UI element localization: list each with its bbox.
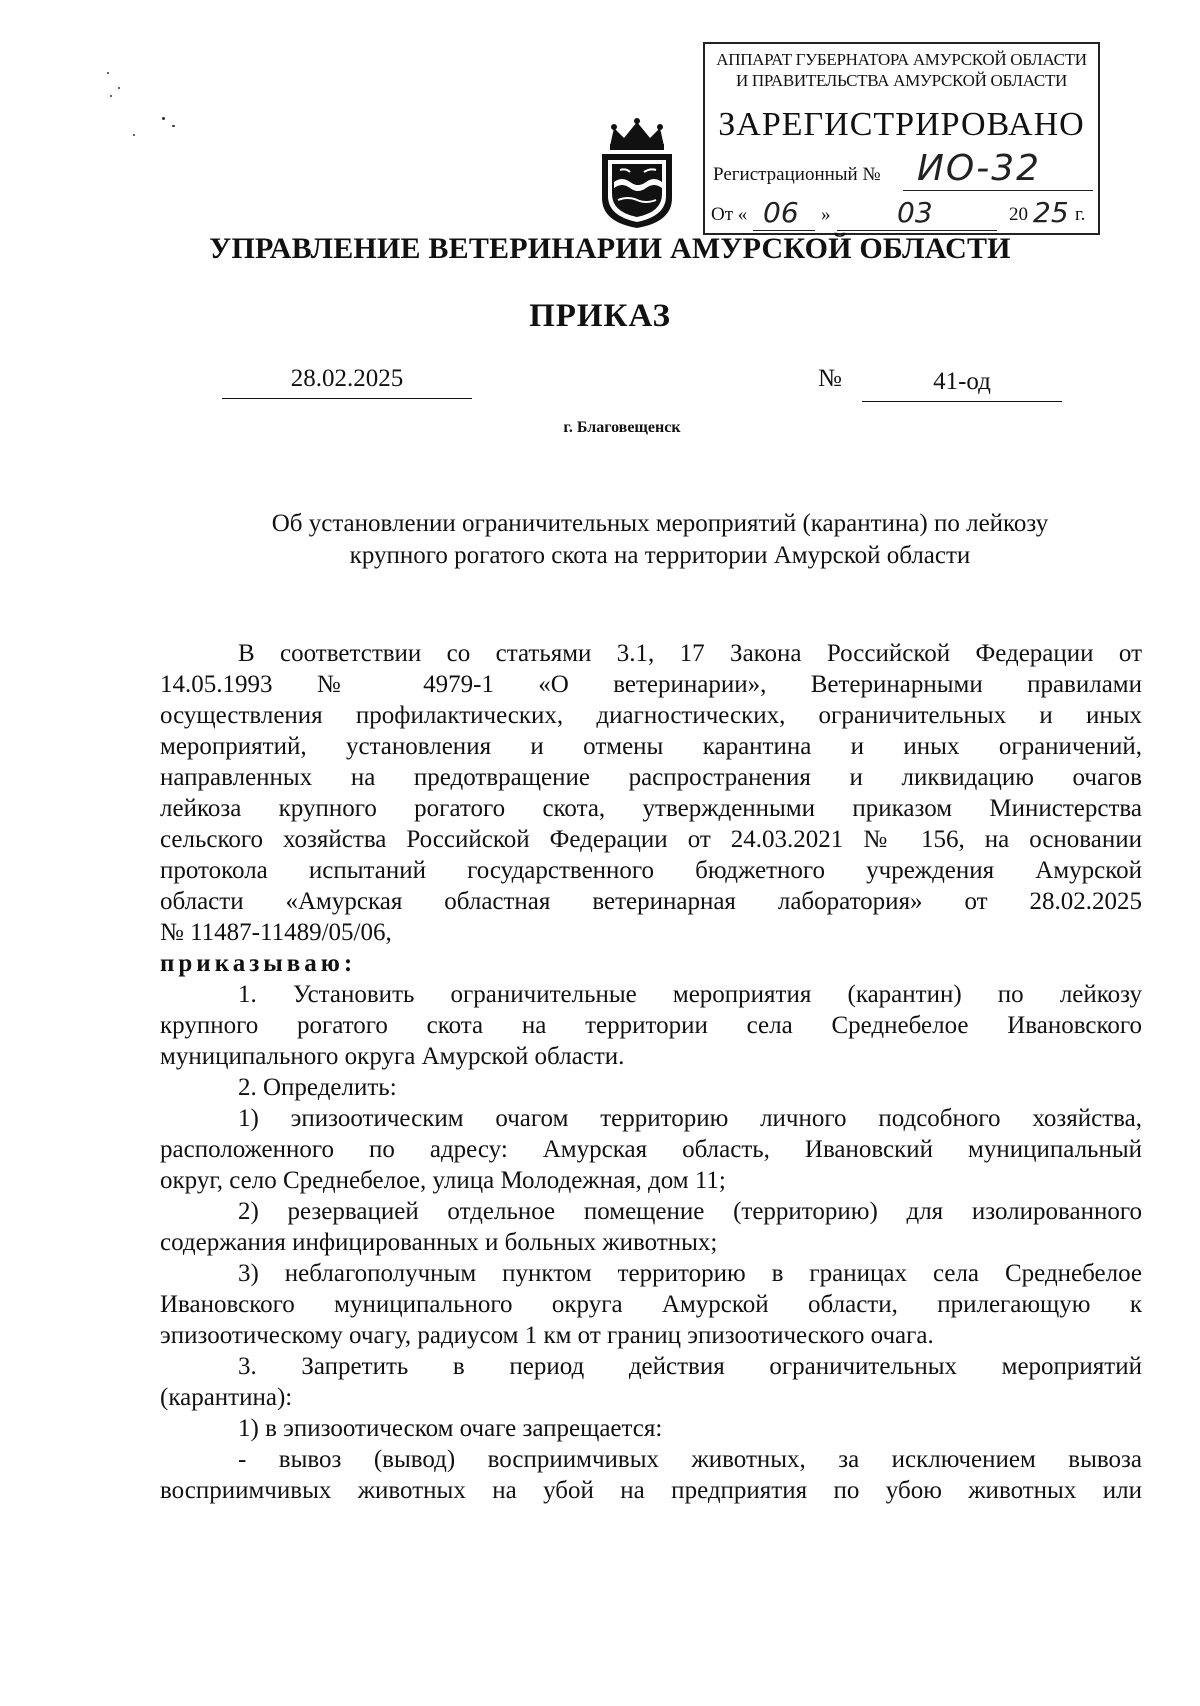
coat-of-arms-icon [596, 118, 678, 230]
body-line: В соответствии со статьями 3.1, 17 Закона Российской Федерации от [238, 640, 1142, 667]
order-subject-line: крупного рогатого скота на территории Амурской области [349, 542, 971, 569]
stamp-month: 03 [897, 196, 933, 229]
body-line: лейкоза крупного рогатого скота, утвержденными приказом Министерства [160, 795, 1142, 822]
order-subject [200, 508, 1120, 572]
stamp-reg-number: ИО-32 [917, 148, 1042, 189]
organization-name: УПРАВЛЕНИЕ ВЕТЕРИНАРИИ АМУРСКОЙ ОБЛАСТИ [209, 232, 1011, 265]
stamp-authority-line2: И ПРАВИТЕЛЬСТВА АМУРСКОЙ ОБЛАСТИ [735, 71, 1068, 90]
order-date-underline [222, 398, 472, 399]
body-line: Ивановского муниципального округа Амурской области, прилегающую к [160, 1291, 1142, 1318]
order-subject-line: Об установлении ограничительных мероприятий (карантина) по лейкозу [271, 510, 1049, 537]
scan-speck [172, 125, 175, 127]
stamp-date-row [711, 196, 1096, 234]
body-line: - вывоз (вывод) восприимчивых животных, за исключением вывоза [238, 1446, 1142, 1473]
stamp-from-label: От « [711, 204, 748, 225]
registration-stamp [703, 42, 1100, 235]
body-line: сельского хозяйства Российской Федерации от 24.03.2021 № 156, на основании [160, 826, 1142, 853]
body-line: мероприятий, установления и отмены карантина и иных ограничений, [160, 733, 1142, 760]
stamp-authority-line1: АППАРАТ ГУБЕРНАТОРА АМУРСКОЙ ОБЛАСТИ [716, 50, 1087, 69]
order-number-sign: № [818, 365, 842, 392]
body-line: № 11487-11489/05/06, [160, 919, 392, 946]
body-line: 14.05.1993 № 4979-1 «О ветеринарии», Ветеринарными правилами [160, 671, 1142, 698]
stamp-month-underline [837, 230, 997, 231]
stamp-status: ЗАРЕГИСТРИРОВАНО [718, 106, 1085, 143]
body-line: расположенного по адресу: Амурская область, Ивановский муниципальный [160, 1136, 1142, 1163]
body-line: 1) эпизоотическим очагом территорию личного подсобного хозяйства, [238, 1105, 1142, 1132]
stamp-reg-underline [903, 190, 1093, 191]
stamp-year-suffix: 25 [1033, 196, 1069, 229]
order-directive: приказываю: [160, 950, 357, 977]
body-line: 3. Запретить в период действия ограничительных мероприятий [238, 1353, 1142, 1380]
scan-speck [107, 72, 109, 74]
order-date: 28.02.2025 [290, 365, 404, 392]
document-type: ПРИКАЗ [529, 298, 671, 334]
stamp-year-mark: г. [1075, 204, 1086, 225]
body-line: восприимчивых животных на убой на предприятия по убою животных или [160, 1477, 1142, 1504]
body-line: содержания инфицированных и больных животных; [160, 1229, 718, 1256]
body-line: муниципального округа Амурской области. [160, 1043, 625, 1070]
order-number: 41-од [933, 368, 991, 395]
body-line: (карантина): [160, 1384, 293, 1411]
body-line: крупного рогатого скота на территории села Среднебелое Ивановского [160, 1012, 1142, 1039]
stamp-reg-label: Регистрационный № [713, 164, 881, 185]
body-line: протокола испытаний государственного бюджетного учреждения Амурской [160, 857, 1142, 884]
body-line: 1. Установить ограничительные мероприятия (карантин) по лейкозу [238, 981, 1142, 1008]
order-city: г. Благовещенск [563, 419, 681, 436]
scan-speck [118, 87, 120, 89]
body-line: осуществления профилактических, диагностических, ограничительных и иных [160, 702, 1142, 729]
stamp-year-prefix: 20 [1009, 204, 1028, 225]
scan-speck [110, 95, 112, 97]
body-line: округ, село Среднебелое, улица Молодежная, дом 11; [160, 1167, 726, 1194]
body-line: 1) в эпизоотическом очаге запрещается: [238, 1415, 663, 1442]
body-line: эпизоотическому очагу, радиусом 1 км от границ эпизоотического очага. [160, 1322, 934, 1349]
stamp-day-underline [753, 230, 815, 231]
stamp-close-quote: » [821, 204, 831, 225]
body-line: 2. Определить: [238, 1074, 397, 1101]
scan-speck [162, 117, 165, 120]
scan-speck [133, 134, 135, 136]
body-line: 3) неблагополучным пунктом территорию в границах села Среднебелое [238, 1260, 1142, 1287]
stamp-day: 06 [763, 196, 799, 229]
body-line: 2) резервацией отдельное помещение (территорию) для изолированного [238, 1198, 1142, 1225]
body-line: области «Амурская областная ветеринарная лаборатория» от 28.02.2025 [160, 888, 1142, 915]
body-line: направленных на предотвращение распространения и ликвидацию очагов [160, 764, 1142, 791]
order-number-underline [862, 401, 1062, 402]
